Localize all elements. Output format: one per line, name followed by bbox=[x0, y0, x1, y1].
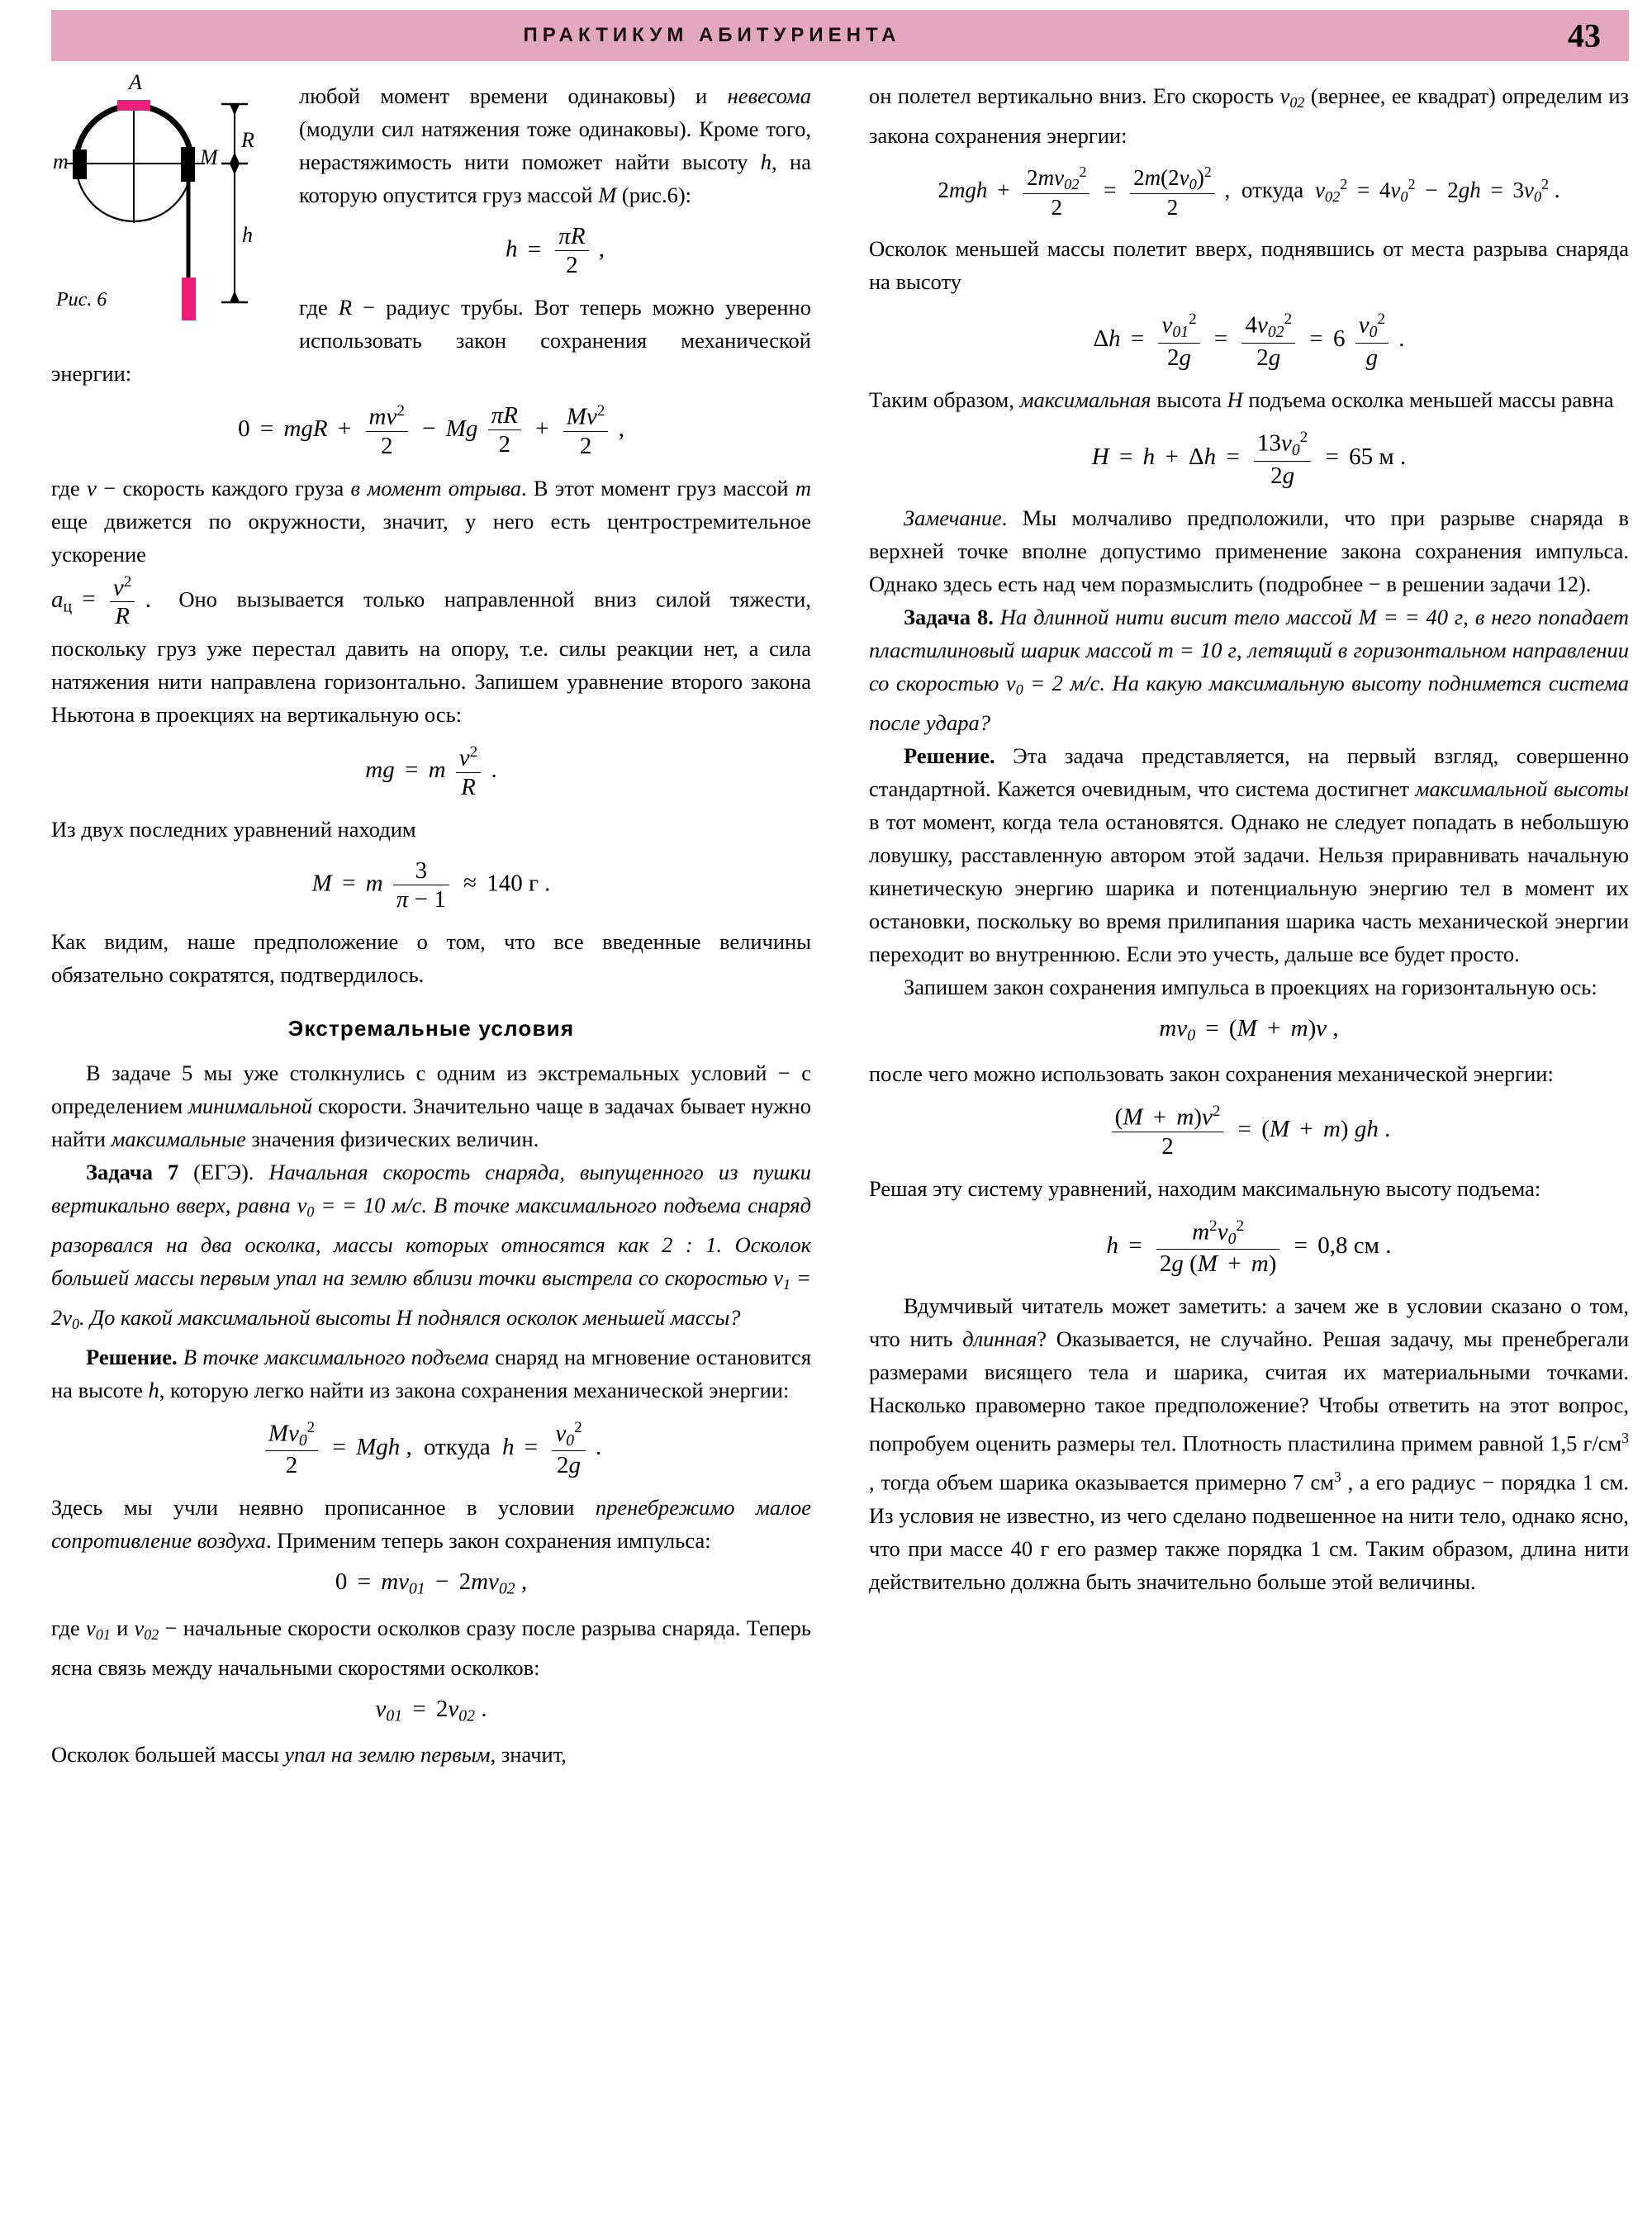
equation-right-4: $mv_0 = (M + m)v$ , bbox=[1159, 1014, 1339, 1045]
paragraph-left-3: где v − скорость каждого груза в момент отрыва. В этот момент груз массой m еще движется по окружности, значит, у него есть центростремительное ускорение bbox=[51, 475, 811, 567]
paragraph-left-8: Здесь мы учли неявно прописанное в условии пренебрежимо малое сопротивление воздуха. Применим теперь закон сохранения импульса: bbox=[51, 1495, 811, 1554]
figure-6 bbox=[51, 64, 299, 337]
equation-left-2: 0 = mgR + $\frac{mv^2}{2}$ − Mg $\frac{\pi R}{2}$ + $\frac{Mv^2}{2}$ , bbox=[238, 402, 624, 459]
figure-hanging-weight bbox=[182, 278, 196, 320]
paragraph-right-7: после чего можно использовать закон сохранения механической энергии: bbox=[869, 1061, 1554, 1087]
equation-right-3: H = h + Δh = $\frac{13v_0^2}{2g}$ = 65 м . bbox=[1091, 429, 1407, 489]
figure-label-m: m bbox=[53, 149, 69, 173]
paragraph-left-3b: aц = $\frac{v^2}{R}$ . Оно вызывается только направленной вниз силой тяжести, поскольку груз уже перестал давить на опору, т.е. силы реакции нет, а сила натяжения нити направлена горизонтально. Запишем уравнение второго закона Ньютона в проекциях на вертикальную ось: bbox=[51, 572, 811, 728]
paragraph-right-6: Запишем закон сохранения импульса в проекциях на горизонтальную ось: bbox=[904, 974, 1597, 999]
equation-right-6: h = $\frac{m^2v_0^2}{2g (M + m)}$ = 0,8 см . bbox=[1106, 1217, 1392, 1278]
figure-caption: Рис. 6 bbox=[56, 289, 107, 311]
page-body bbox=[51, 70, 1630, 2202]
paragraph-left-5: Как видим, наше предположение о том, что все введенные величины обязательно сократятся, подтвердилось. bbox=[51, 928, 811, 987]
figure-label-A: A bbox=[129, 70, 142, 94]
page-number: 43 bbox=[1568, 17, 1601, 55]
figure-label-M: M bbox=[200, 145, 218, 169]
equation-left-8: $v_{01} = 2v_{02}$ . bbox=[375, 1695, 487, 1725]
paragraph-left-6: В задаче 5 мы уже столкнулись с одним из экстремальных условий − с определением минимальной скорости. Значительно чаще в задачах бывает нужно найти максимальные значения физических величин. bbox=[51, 1060, 811, 1151]
left-column bbox=[51, 70, 812, 2202]
section-heading-extremal: Экстремальные условия bbox=[287, 1015, 575, 1041]
paragraph-right-3: Таким образом, максимальная высота H подъема осколка меньшей массы равна bbox=[869, 387, 1614, 413]
right-column bbox=[869, 79, 1629, 2202]
running-header-band bbox=[51, 10, 1629, 61]
figure-top-block bbox=[117, 100, 150, 111]
paragraph-left-7: Решение. В точке максимального подъема снаряд на мгновение остановится на высоте h, которую легко найти из закона сохранения механической энергии: bbox=[51, 1344, 812, 1402]
equation-left-3-inline: aц = $\frac{v^2}{R}$ . bbox=[51, 572, 151, 630]
paragraph-right-1: он полетел вертикально вниз. Его скорость $v_{02}$ (вернее, ее квадрат) определим из закона сохранения энергии: bbox=[869, 83, 1629, 149]
figure-mass-M-block bbox=[181, 147, 195, 182]
paragraph-right-4: Замечание. Мы молчаливо предположили, что при разрыве снаряда в верхней точке вполне допустимо применение закона сохранения импульса. Однако здесь есть над чем поразмыслить (подробнее − в решении задачи 12). bbox=[869, 505, 1629, 596]
paragraph-left-2: где R − радиус трубы. Вот теперь можно уверенно использовать закон сохранения механической энергии: bbox=[51, 295, 811, 386]
equation-right-5: $\frac{(M + m)v^2}{2}$ = (M + m) gh . bbox=[869, 1103, 1629, 1159]
paragraph-left-10: Осколок большей массы упал на землю первым, значит, bbox=[51, 1741, 567, 1767]
paragraph-right-8: Решая эту систему уравнений, находим максимальную высоту подъема: bbox=[869, 1175, 1541, 1201]
figure-label-h: h bbox=[242, 223, 253, 247]
paragraph-left-9: где $v_{01}$ и $v_{02}$ − начальные скорости осколков сразу после разрыва снаряда. Теперь ясна связь между начальными скоростями осколков: bbox=[51, 1615, 811, 1680]
equation-left-4: mg = m $\frac{v^2}{R}$ . bbox=[365, 743, 497, 800]
figure-label-R: R bbox=[241, 128, 254, 152]
paragraph-right-5: Решение. Эта задача представляется, на первый взгляд, совершенно стандартной. Кажется очевидным, что система достигнет максимальной высоты в тот момент, когда тела остановятся. Однако не следует попадать в небольшую ловушку, расставленную автором этой задачи. Нельзя приравнивать начальную кинетическую энергию шарика и потенциальную энергию тел в момент их остановки, поскольку во время прилипания шарика часть механической энергии переходит во внутреннюю. Если это учесть, дальше все будет просто. bbox=[869, 743, 1629, 966]
equation-left-5: M = m $\frac{3}{\pi - 1}$ ≈ 140 г . bbox=[311, 857, 551, 913]
paragraph-left-4: Из двух последних уравнений находим bbox=[51, 816, 416, 842]
paragraph-task-7: Задача 7 (ЕГЭ). Начальная скорость снаряда, выпущенного из пушки вертикально вверх, равна $v_0$ = = 10 м/с. В точке максимального подъема снаряд разорвался на два осколка, массы которых относятся как 2 : 1. Осколок большей массы первым упал на землю вблизи точки выстрела со скоростью $v_1 = 2v_0$. До какой максимальной высоты H поднялся осколок меньшей массы? bbox=[51, 1159, 811, 1332]
equation-left-6: $\frac{Mv_0^2}{2}$ = Mgh , откуда h = $\frac{v_0^2}{2g}$ . bbox=[51, 1420, 811, 1478]
equation-right-1: 2mgh + $\frac{2mv_{02}^2}{2}$ = $\frac{2m(2v_0)^2}{2}$ , откуда $v_{02}^2 = 4v_0^2 - 2gh = 3v_0^2$ . bbox=[938, 164, 1560, 221]
paragraph-right-2: Осколок меньшей массы полетит вверх, поднявшись от места разрыва снаряда на высоту bbox=[869, 236, 1629, 295]
equation-left-7: $0 = mv_{01} - 2mv_{02}$ , bbox=[335, 1568, 528, 1598]
equation-left-1: h = $\frac{\pi R}{2}$ , bbox=[505, 223, 605, 278]
paragraph-task-8: Задача 8. На длинной нити висит тело массой M = = 40 г, в него попадает пластилиновый шарик массой m = 10 г, летящий в горизонтальном направлении со скоростью $v_0 = 2$ м/с. На какую максимальную высоту поднимется система после удара? bbox=[869, 604, 1630, 735]
equation-right-2: Δh = $\frac{v_{01}^2}{2g}$ = $\frac{4v_{02}^2}{2g}$ = 6 $\frac{v_0^2}{g}$ . bbox=[1093, 311, 1405, 372]
figure-mass-m-block bbox=[73, 149, 87, 179]
paragraph-left-1: любой момент времени одинаковы) и невесома (модули сил натяжения тоже одинаковы). Кроме того, нерастяжимость нити поможет найти высоту h, на которую опустится груз массой M (рис.6): bbox=[299, 83, 811, 207]
running-head-title: ПРАКТИКУМ АБИТУРИЕНТА bbox=[523, 24, 901, 46]
paragraph-right-9: Вдумчивый читатель может заметить: а зачем же в условии сказано о том, что нить длинная? Оказывается, не случайно. Решая задачу, мы пренебрегали размерами висящего тела и шарика, считая их материальными точками. Насколько правомерно такое предположение? Чтобы ответить на этот вопрос, попробуем оценить размеры тел. Плотность пластилина примем равной 1,5 $г/см^3$ , тогда объем шарика оказывается примерно 7 $см^3$ , а его радиус − порядка 1 см. Из условия не известно, из чего сделано подвешенное на нити тело, однако ясно, что при массе 40 г его размер также порядка 1 см. Таким образом, длина нити действительно должна быть значительно больше этой величины. bbox=[869, 1293, 1629, 1594]
